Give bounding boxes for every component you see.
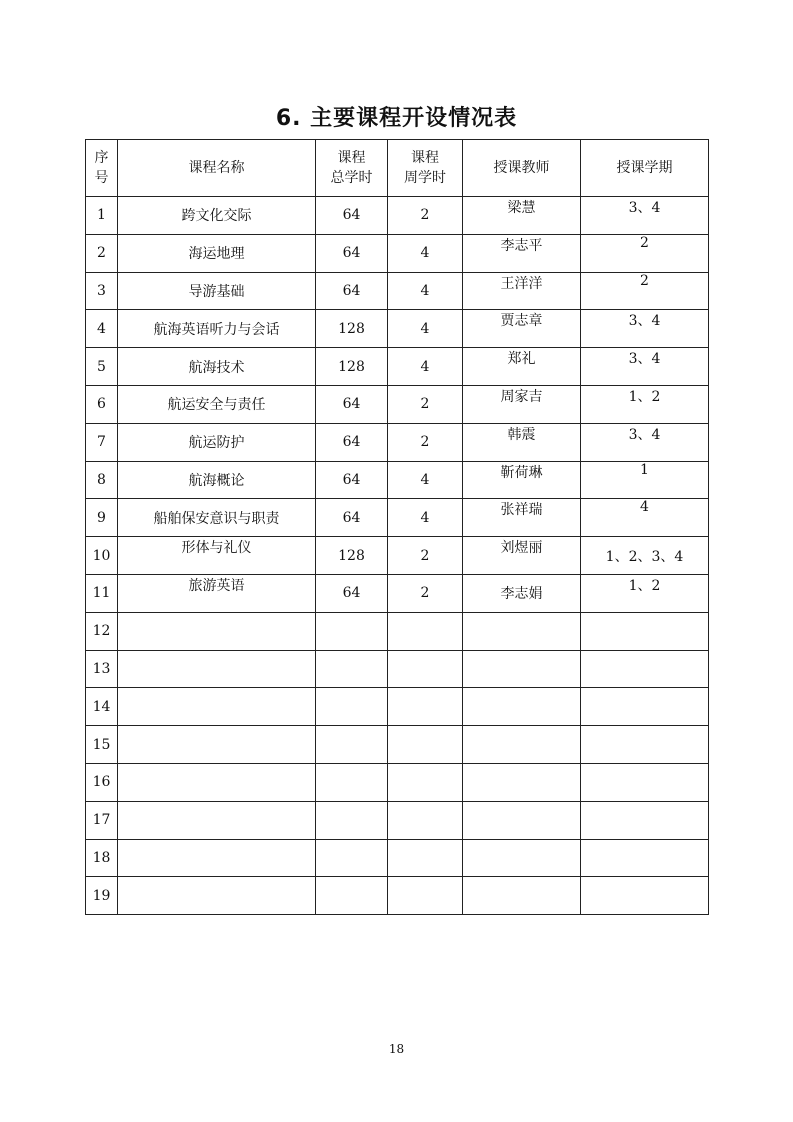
cell-teacher: [463, 688, 581, 726]
table-row: [86, 310, 709, 348]
cell-course-name: 旅游英语: [118, 574, 316, 612]
table-row: [86, 499, 709, 537]
cell-course-name: 航运防护: [118, 423, 316, 461]
cell-term: 2: [581, 272, 709, 310]
cell-weekly-hours: [388, 612, 463, 650]
cell-index: 15: [86, 726, 118, 764]
cell-weekly-hours: [388, 688, 463, 726]
cell-term: [581, 801, 709, 839]
cell-teacher: [463, 612, 581, 650]
table-row: [86, 726, 709, 764]
cell-teacher: 郑礼: [463, 348, 581, 386]
cell-teacher: 李志娟: [463, 574, 581, 612]
cell-index: 5: [86, 348, 118, 386]
cell-teacher: 刘煜丽: [463, 537, 581, 575]
table-row: [86, 197, 709, 235]
cell-teacher: 韩震: [463, 423, 581, 461]
cell-index: 3: [86, 272, 118, 310]
table-row: [86, 574, 709, 612]
cell-course-name: [118, 801, 316, 839]
table-row: [86, 801, 709, 839]
cell-weekly-hours: 4: [388, 348, 463, 386]
cell-teacher: 周家吉: [463, 385, 581, 423]
cell-index: 18: [86, 839, 118, 877]
cell-teacher: [463, 877, 581, 915]
cell-course-name: [118, 650, 316, 688]
cell-teacher: 靳荷琳: [463, 461, 581, 499]
cell-weekly-hours: 2: [388, 385, 463, 423]
cell-weekly-hours: [388, 839, 463, 877]
table-row: [86, 272, 709, 310]
page-number: 18: [388, 1042, 405, 1056]
cell-teacher: 张祥瑞: [463, 499, 581, 537]
cell-total-hours: [316, 650, 388, 688]
cell-teacher: [463, 763, 581, 801]
cell-index: 7: [86, 423, 118, 461]
cell-weekly-hours: 2: [388, 423, 463, 461]
header-course-name: 课程名称: [118, 140, 316, 197]
cell-term: [581, 726, 709, 764]
cell-weekly-hours: 2: [388, 574, 463, 612]
cell-term: [581, 839, 709, 877]
cell-total-hours: [316, 688, 388, 726]
cell-total-hours: [316, 763, 388, 801]
cell-term: 4: [581, 499, 709, 537]
cell-total-hours: [316, 612, 388, 650]
cell-course-name: 海运地理: [118, 234, 316, 272]
cell-weekly-hours: [388, 801, 463, 839]
cell-course-name: [118, 688, 316, 726]
cell-total-hours: [316, 839, 388, 877]
cell-teacher: 贾志章: [463, 310, 581, 348]
cell-teacher: 李志平: [463, 234, 581, 272]
cell-index: 16: [86, 763, 118, 801]
cell-total-hours: 64: [316, 385, 388, 423]
cell-course-name: 航运安全与责任: [118, 385, 316, 423]
cell-course-name: [118, 763, 316, 801]
cell-term: 3、4: [581, 310, 709, 348]
table-row: [86, 461, 709, 499]
cell-term: [581, 763, 709, 801]
cell-weekly-hours: 2: [388, 197, 463, 235]
table-row: [86, 348, 709, 386]
table-row: [86, 537, 709, 575]
cell-total-hours: 64: [316, 461, 388, 499]
cell-teacher: [463, 839, 581, 877]
cell-weekly-hours: [388, 877, 463, 915]
cell-weekly-hours: 4: [388, 234, 463, 272]
cell-weekly-hours: 4: [388, 272, 463, 310]
table-row: [86, 612, 709, 650]
table-row: [86, 650, 709, 688]
cell-term: 1、2: [581, 574, 709, 612]
cell-course-name: 导游基础: [118, 272, 316, 310]
cell-term: 2: [581, 234, 709, 272]
cell-course-name: [118, 877, 316, 915]
cell-weekly-hours: [388, 650, 463, 688]
cell-index: 10: [86, 537, 118, 575]
cell-index: 6: [86, 385, 118, 423]
cell-course-name: [118, 839, 316, 877]
cell-course-name: [118, 612, 316, 650]
cell-index: 8: [86, 461, 118, 499]
cell-index: 11: [86, 574, 118, 612]
cell-index: 12: [86, 612, 118, 650]
cell-total-hours: [316, 877, 388, 915]
header-index: 序 号: [86, 140, 118, 197]
cell-total-hours: 128: [316, 310, 388, 348]
cell-weekly-hours: 4: [388, 461, 463, 499]
cell-term: 1、2: [581, 385, 709, 423]
cell-weekly-hours: 4: [388, 310, 463, 348]
cell-total-hours: 128: [316, 537, 388, 575]
cell-total-hours: [316, 726, 388, 764]
cell-total-hours: 64: [316, 272, 388, 310]
cell-course-name: 航海概论: [118, 461, 316, 499]
cell-index: 9: [86, 499, 118, 537]
cell-term: 3、4: [581, 348, 709, 386]
table-row: [86, 385, 709, 423]
cell-index: 19: [86, 877, 118, 915]
cell-term: [581, 877, 709, 915]
courses-table: [85, 139, 709, 915]
cell-total-hours: 64: [316, 574, 388, 612]
cell-course-name: 航海技术: [118, 348, 316, 386]
header-teacher: 授课教师: [463, 140, 581, 197]
cell-total-hours: 64: [316, 499, 388, 537]
cell-teacher: [463, 726, 581, 764]
cell-term: [581, 688, 709, 726]
table-row: [86, 423, 709, 461]
cell-weekly-hours: 2: [388, 537, 463, 575]
cell-course-name: [118, 726, 316, 764]
cell-teacher: [463, 650, 581, 688]
cell-total-hours: [316, 801, 388, 839]
cell-index: 17: [86, 801, 118, 839]
header-term: 授课学期: [581, 140, 709, 197]
cell-weekly-hours: [388, 726, 463, 764]
table-row: [86, 839, 709, 877]
cell-total-hours: 64: [316, 423, 388, 461]
cell-term: 1: [581, 461, 709, 499]
cell-teacher: [463, 801, 581, 839]
header-weekly-hours: 课程 周学时: [388, 140, 463, 197]
cell-total-hours: 64: [316, 234, 388, 272]
cell-index: 1: [86, 197, 118, 235]
table-row: [86, 877, 709, 915]
cell-index: 13: [86, 650, 118, 688]
cell-course-name: 跨文化交际: [118, 197, 316, 235]
page-title: 6. 主要课程开设情况表: [275, 106, 518, 131]
cell-term: [581, 650, 709, 688]
cell-weekly-hours: 4: [388, 499, 463, 537]
cell-weekly-hours: [388, 763, 463, 801]
cell-teacher: 梁慧: [463, 197, 581, 235]
cell-term: [581, 612, 709, 650]
table-row: [86, 234, 709, 272]
cell-teacher: 王洋洋: [463, 272, 581, 310]
cell-course-name: 船舶保安意识与职责: [118, 499, 316, 537]
cell-term: 3、4: [581, 197, 709, 235]
cell-total-hours: 64: [316, 197, 388, 235]
cell-course-name: 形体与礼仪: [118, 537, 316, 575]
cell-index: 2: [86, 234, 118, 272]
cell-index: 14: [86, 688, 118, 726]
cell-course-name: 航海英语听力与会话: [118, 310, 316, 348]
cell-index: 4: [86, 310, 118, 348]
header-total-hours: 课程 总学时: [316, 140, 388, 197]
table-row: [86, 763, 709, 801]
cell-total-hours: 128: [316, 348, 388, 386]
table-row: [86, 688, 709, 726]
cell-term: 3、4: [581, 423, 709, 461]
cell-term: 1、2、3、4: [581, 537, 709, 575]
table-header-row: [86, 140, 709, 197]
